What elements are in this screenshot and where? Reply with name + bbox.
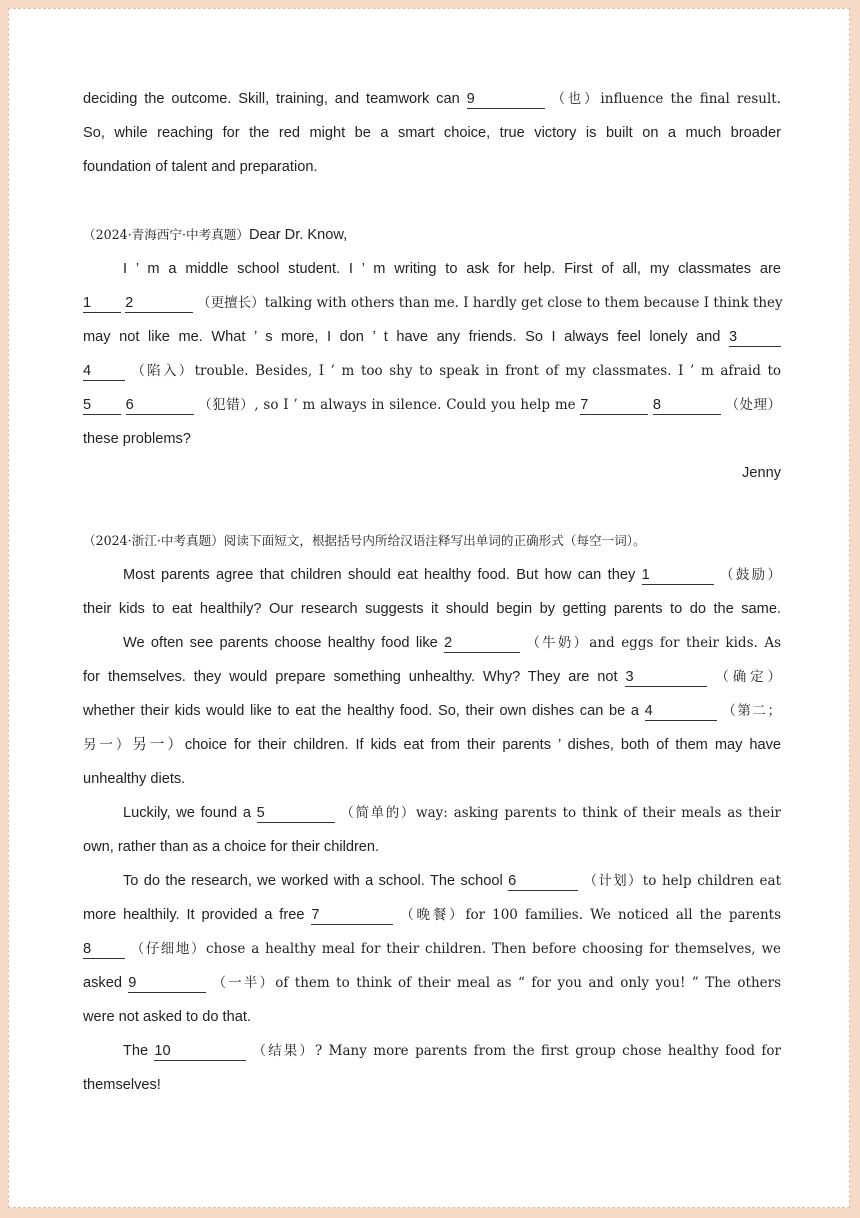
text-line: whether their kids would like to eat the healthy food. So, their own dishes can be a 4 （第二； xyxy=(83,703,782,719)
text-line: The 10 （结果）? Many more parents from the first group chose healthy food for xyxy=(123,1043,781,1059)
text-line: were not asked to do that. xyxy=(83,1009,251,1025)
text-line: their kids to eat healthily? Our research suggests it should begin by getting parents to do the same. xyxy=(83,601,781,617)
text-line: So, while reaching for the red might be a smart choice, true victory is built on a much broader xyxy=(83,125,781,141)
text-line: own, rather than as a choice for their children. xyxy=(83,839,380,855)
answer-blank[interactable]: 6 xyxy=(508,872,578,891)
text-line: themselves! xyxy=(83,1077,161,1093)
text-line: may not like me. What ’ s more, I don ’ t have any friends. So I always feel lonely and 3 xyxy=(83,327,781,347)
answer-blank[interactable]: 7 xyxy=(580,396,648,415)
answer-blank[interactable]: 9 xyxy=(467,90,545,109)
letter-source-line xyxy=(83,225,781,245)
text-line: asked 9 （一半）of them to think of their meal as “ for you and only you! ” The others xyxy=(83,975,782,991)
signature: Jenny xyxy=(742,465,781,481)
exercise-header: （2024·浙江·中考真题）阅读下面短文，根据括号内所给汉语注释写出单词的正确形式（每空一词）。 xyxy=(83,533,646,548)
text-line: 1 2 （更擅长）talking with others than me. I hardly get close to them because I think they xyxy=(83,295,783,311)
answer-blank[interactable]: 2 xyxy=(444,634,520,653)
answer-blank[interactable]: 8 xyxy=(653,396,721,415)
answer-blank[interactable]: 4 xyxy=(645,702,717,721)
answer-blank[interactable]: 1 xyxy=(642,566,714,585)
text-line: 4 （陷入）trouble. Besides, I ’ m too shy to speak in front of my classmates. I ’ m afraid to xyxy=(83,363,781,379)
answer-blank[interactable]: 5 xyxy=(83,396,121,415)
answer-blank[interactable]: 6 xyxy=(126,396,194,415)
answer-blank[interactable]: 10 xyxy=(154,1042,246,1061)
text-line: Luckily, we found a 5 （简单的）way: asking parents to think of their meals as their xyxy=(123,805,781,821)
answer-blank[interactable]: 7 xyxy=(311,906,393,925)
text-line: Most parents agree that children should eat healthy food. But how can they 1 （鼓励） xyxy=(123,567,782,583)
salutation: Dear Dr. Know, xyxy=(249,227,348,243)
text-line: unhealthy diets. xyxy=(83,771,186,787)
text-line: 8 （仔细地）chose a healthy meal for their children. Then before choosing for themselves, we xyxy=(83,941,781,957)
text-line: To do the research, we worked with a school. The school 6 （计划）to help children eat xyxy=(123,873,782,889)
answer-blank[interactable]: 4 xyxy=(83,362,125,381)
text-line: We often see parents choose healthy food like 2 （牛奶）and eggs for their kids. As xyxy=(123,635,781,651)
text-line: 5 6 （犯错）, so I ’ m always in silence. Could you help me 7 8 （处理） xyxy=(83,397,782,413)
answer-blank[interactable]: 3 xyxy=(625,668,707,687)
answer-blank[interactable]: 3 xyxy=(729,328,781,347)
text-line: for themselves. they would prepare something unhealthy. Why? They are not 3 （确定） xyxy=(83,669,781,685)
answer-blank[interactable]: 2 xyxy=(125,294,193,313)
answer-blank[interactable]: 5 xyxy=(257,804,335,823)
text-line: these problems? xyxy=(83,431,191,447)
worksheet-page xyxy=(8,8,850,1208)
text-line: foundation of talent and preparation. xyxy=(83,159,318,175)
answer-blank[interactable]: 1 xyxy=(83,294,121,313)
answer-blank[interactable]: 9 xyxy=(128,974,206,993)
text-line: deciding the outcome. Skill, training, and teamwork can 9 （也）influence the final result. xyxy=(83,91,781,107)
answer-blank[interactable]: 8 xyxy=(83,940,125,959)
text-line: I ’ m a middle school student. I ’ m writing to ask for help. First of all, my classmates are xyxy=(123,261,781,277)
text-line: 另一）另一）choice for their children. If kids eat from their parents ’ dishes, both of them may have xyxy=(83,737,782,753)
source-label: （2024·青海西宁·中考真题） xyxy=(83,227,249,242)
text-line: more healthily. It provided a free 7 （晚餐）for 100 families. We noticed all the parents xyxy=(83,907,782,923)
